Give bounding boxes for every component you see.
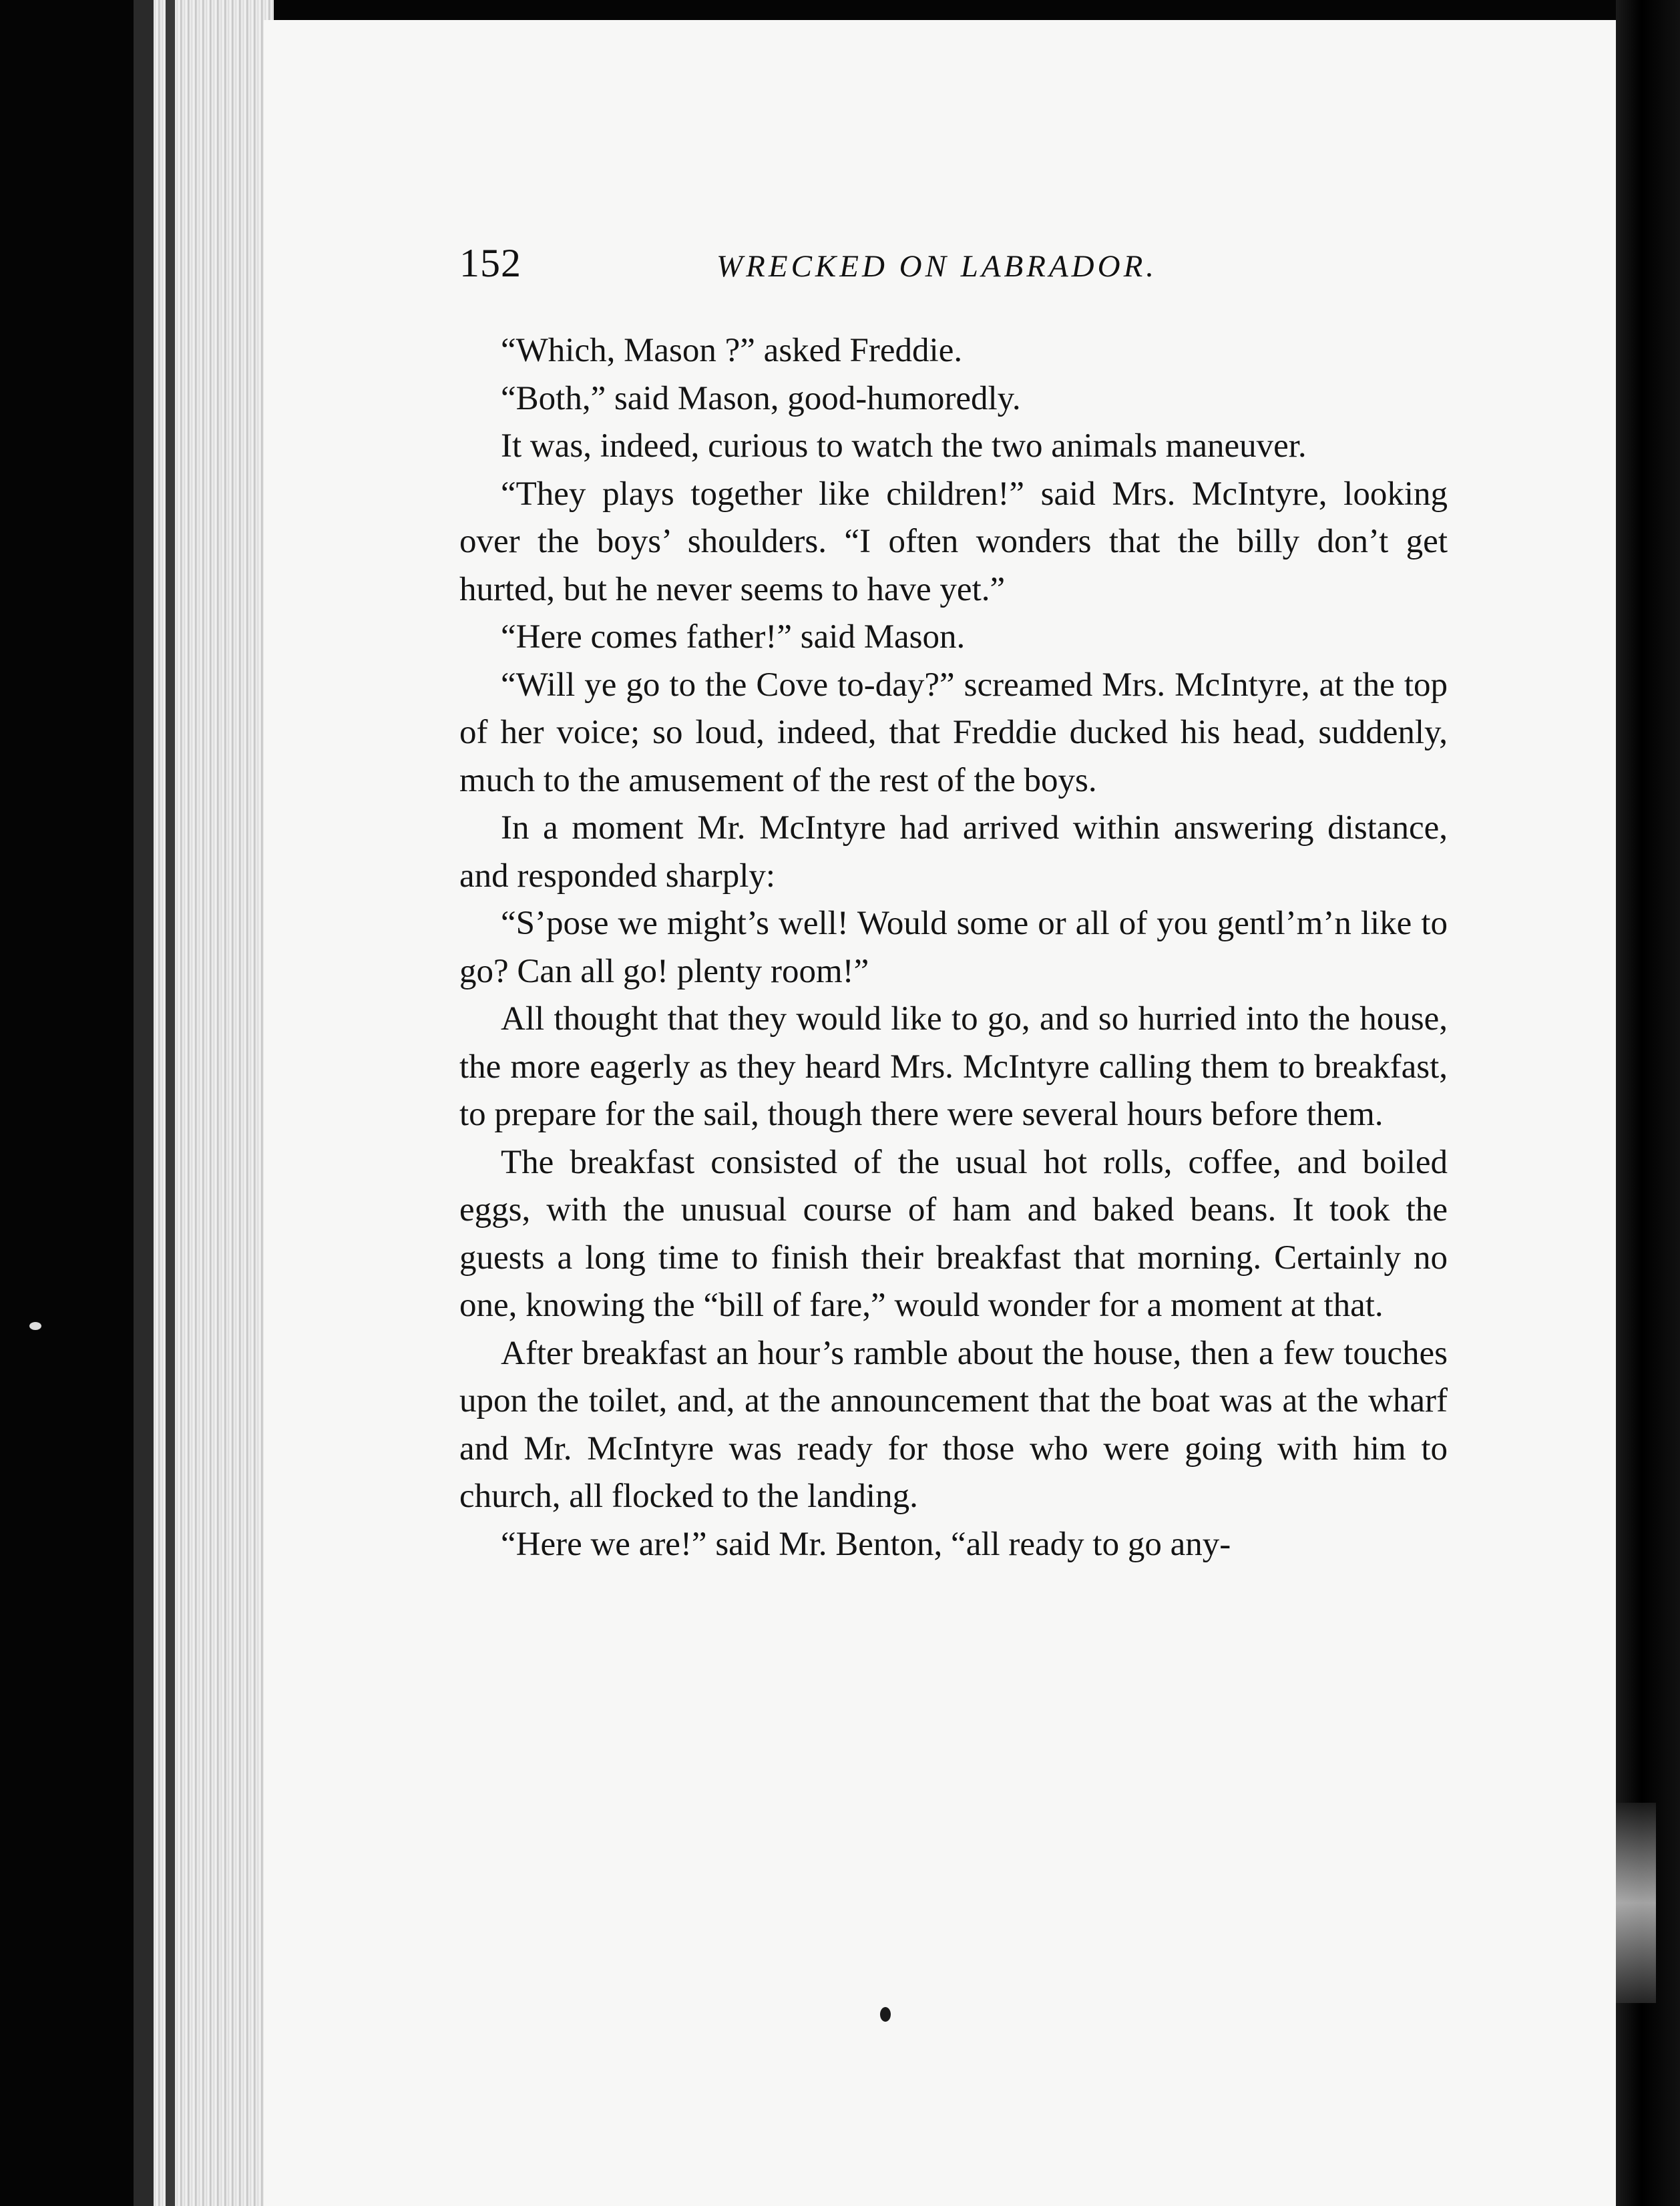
binding-line (166, 0, 175, 2206)
right-edge-glare (1616, 1803, 1656, 2003)
page-number: 152 (459, 241, 521, 285)
paragraph: In a moment Mr. McIntyre had arrived within answering distance, and responded sharply: (459, 809, 1448, 895)
paragraph: “Here we are!” said Mr. Benton, “all ready to go any- (501, 1525, 1231, 1563)
paragraph: “Will ye go to the Cove to-day?” screamed Mrs. McIntyre, at the top of her voice; so loud, indeed, that Freddie ducked his head, suddenly, much to the amusement of the rest of the boys. (459, 666, 1448, 799)
paragraph: All thought that they would like to go, and so hurried into the house, the more eagerly as they heard Mrs. McIntyre calling them to breakfast, to prepare for the sail, though there were several hours before them. (459, 1000, 1448, 1133)
binding-shadow (134, 0, 154, 2206)
page-header (459, 240, 1448, 294)
paragraph: The breakfast consisted of the usual hot rolls, coffee, and boiled eggs, with the unusual course of ham and baked beans. It took the guests a long time to finish their breakfast that morning. Certainly no one, knowing the “bill of fare,” would wonder for a moment at that. (459, 1143, 1448, 1324)
running-title: WRECKED ON LABRADOR. (716, 249, 1158, 284)
scan-speck (29, 1322, 41, 1330)
paragraph: After breakfast an hour’s ramble about the house, then a few touches upon the toilet, and, at the announcement that the boat was at the wharf and Mr. McIntyre was ready for those who were going with him to church, all flocked to the landing. (459, 1334, 1448, 1515)
paragraph: “They plays together like children!” said Mrs. McIntyre, looking over the boys’ shoulders. “I often wonders that the billy don’t get hurted, but he never seems to have yet.” (459, 475, 1448, 608)
paragraph: “S’pose we might’s well! Would some or all of you gentl’m’n like to go? Can all go! plenty room!” (459, 905, 1448, 990)
paragraph: “Which, Mason ?” asked Freddie. (501, 332, 963, 369)
scan-speck (880, 2007, 891, 2022)
paragraph: “Both,” said Mason, good-humoredly. (501, 379, 1021, 417)
paragraph: “Here comes father!” said Mason. (501, 618, 966, 656)
body-text (459, 327, 1448, 1568)
page-edges (134, 0, 274, 2206)
paragraph: It was, indeed, curious to watch the two animals maneuver. (501, 427, 1307, 465)
right-edge-shadow (1616, 0, 1680, 2206)
